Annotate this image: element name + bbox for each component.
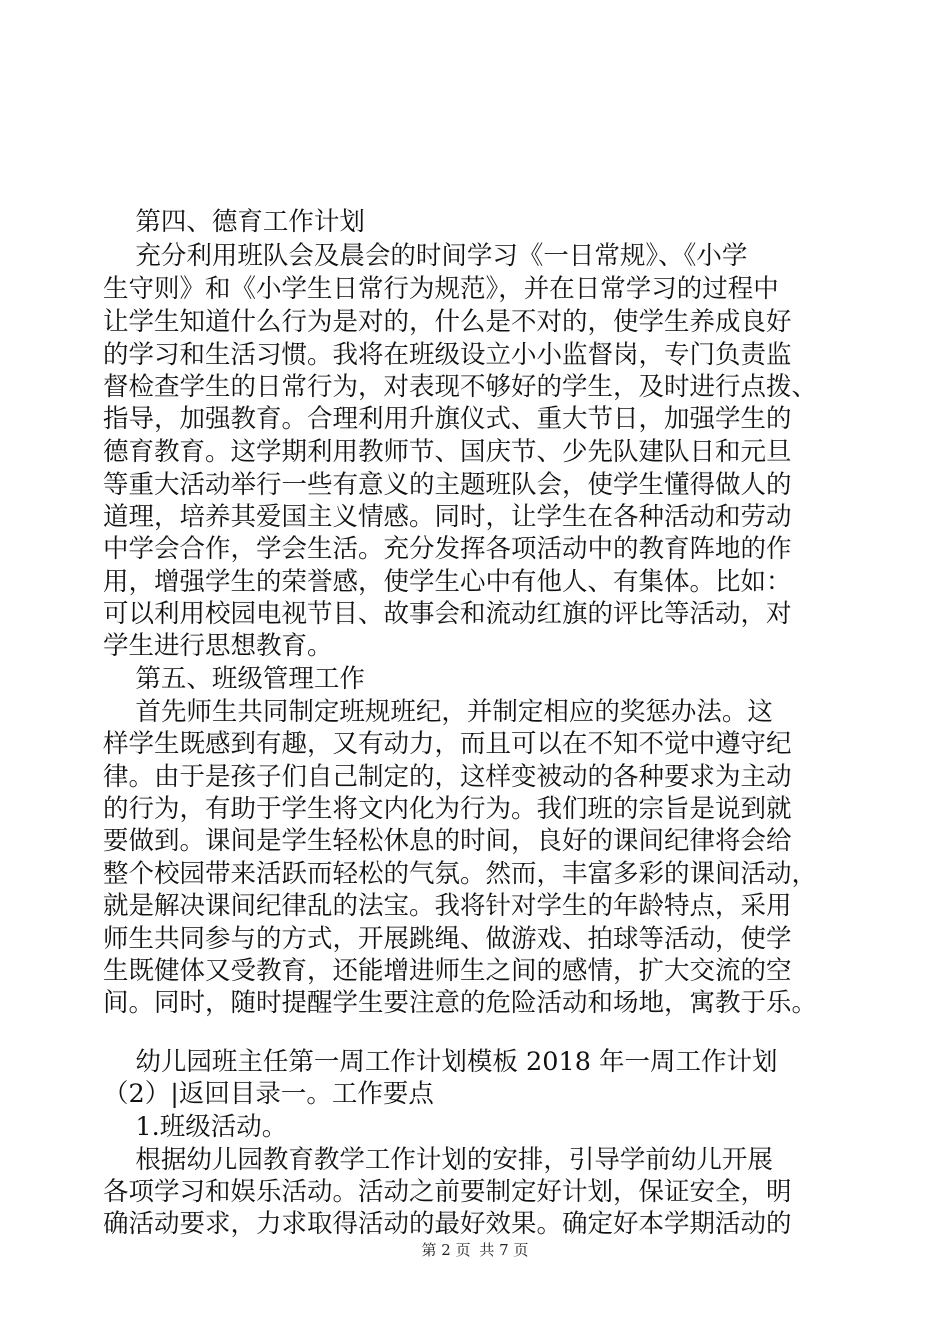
text-line: 等重大活动举行一些有意义的主题班队会，使学生懂得做人的	[103, 470, 792, 500]
text-line: 样学生既感到有趣，又有动力，而且可以在不知不觉中遵守纪	[103, 729, 792, 759]
page-footer	[0, 1240, 950, 1260]
text-line: 督检查学生的日常行为，对表现不够好的学生，及时进行点拨、	[103, 372, 818, 402]
text-line: 指导，加强教育。合理利用升旗仪式、重大节日，加强学生的	[103, 404, 792, 434]
text-line: 各项学习和娱乐活动。活动之前要制定好计划，保证安全，明	[103, 1177, 792, 1207]
text-line: 幼儿园班主任第一周工作计划模板 2018 年一周工作计划	[103, 1047, 778, 1077]
text-line: 让学生知道什么行为是对的，什么是不对的，使学生养成良好	[103, 307, 792, 337]
text-line: 德育教育。这学期利用教师节、国庆节、少先队建队日和元旦	[103, 437, 792, 467]
text-line: 道理，培养其爱国主义情感。同时，让学生在各种活动和劳动	[103, 502, 792, 532]
text-line: 师生共同参与的方式，开展跳绳、做游戏、拍球等活动，使学	[103, 924, 792, 954]
text-line: 中学会合作，学会生活。充分发挥各项活动中的教育阵地的作	[103, 534, 792, 564]
text-line: 第四、德育工作计划	[103, 207, 365, 237]
text-line: 整个校园带来活跃而轻松的气氛。然而，丰富多彩的课间活动，	[103, 859, 818, 889]
text-line: 的学习和生活习惯。我将在班级设立小小监督岗，专门负责监	[103, 340, 792, 370]
text-line: 要做到。课间是学生轻松休息的时间，良好的课间纪律将会给	[103, 826, 792, 856]
text-line: 根据幼儿园教育教学工作计划的安排，引导学前幼儿开展	[103, 1145, 773, 1175]
text-line: 确活动要求，力求取得活动的最好效果。确定好本学期活动的	[103, 1209, 792, 1239]
text-line: 生既健体又受教育，还能增进师生之间的感情，扩大交流的空	[103, 956, 792, 986]
page-total: 共 7 页	[479, 1241, 529, 1259]
text-line: 首先师生共同制定班规班纪，并制定相应的奖惩办法。这	[103, 697, 773, 727]
text-line: 第五、班级管理工作	[103, 664, 365, 694]
text-line: 律。由于是孩子们自己制定的，这样变被动的各种要求为主动	[103, 762, 792, 792]
text-line: 就是解决课间纪律乱的法宝。我将针对学生的年龄特点，采用	[103, 891, 792, 921]
text-line: 的行为，有助于学生将文内化为行为。我们班的宗旨是说到就	[103, 794, 792, 824]
text-line: 用，增强学生的荣誉感，使学生心中有他人、有集体。比如：	[103, 567, 792, 597]
text-line: 生守则》和《小学生日常行为规范》，并在日常学习的过程中	[103, 274, 779, 304]
page-number: 第 2 页	[421, 1241, 471, 1259]
text-line: 可以利用校园电视节目、故事会和流动红旗的评比等活动，对	[103, 599, 792, 629]
text-line: 充分利用班队会及晨会的时间学习《一日常规》、《小学	[103, 241, 748, 271]
text-line: （2）|返回目录一。工作要点	[103, 1079, 434, 1109]
text-line: 1.班级活动。	[103, 1112, 288, 1142]
text-line: 学生进行思想教育。	[103, 631, 333, 661]
text-line: 间。同时，随时提醒学生要注意的危险活动和场地，寓教于乐。	[103, 988, 818, 1018]
